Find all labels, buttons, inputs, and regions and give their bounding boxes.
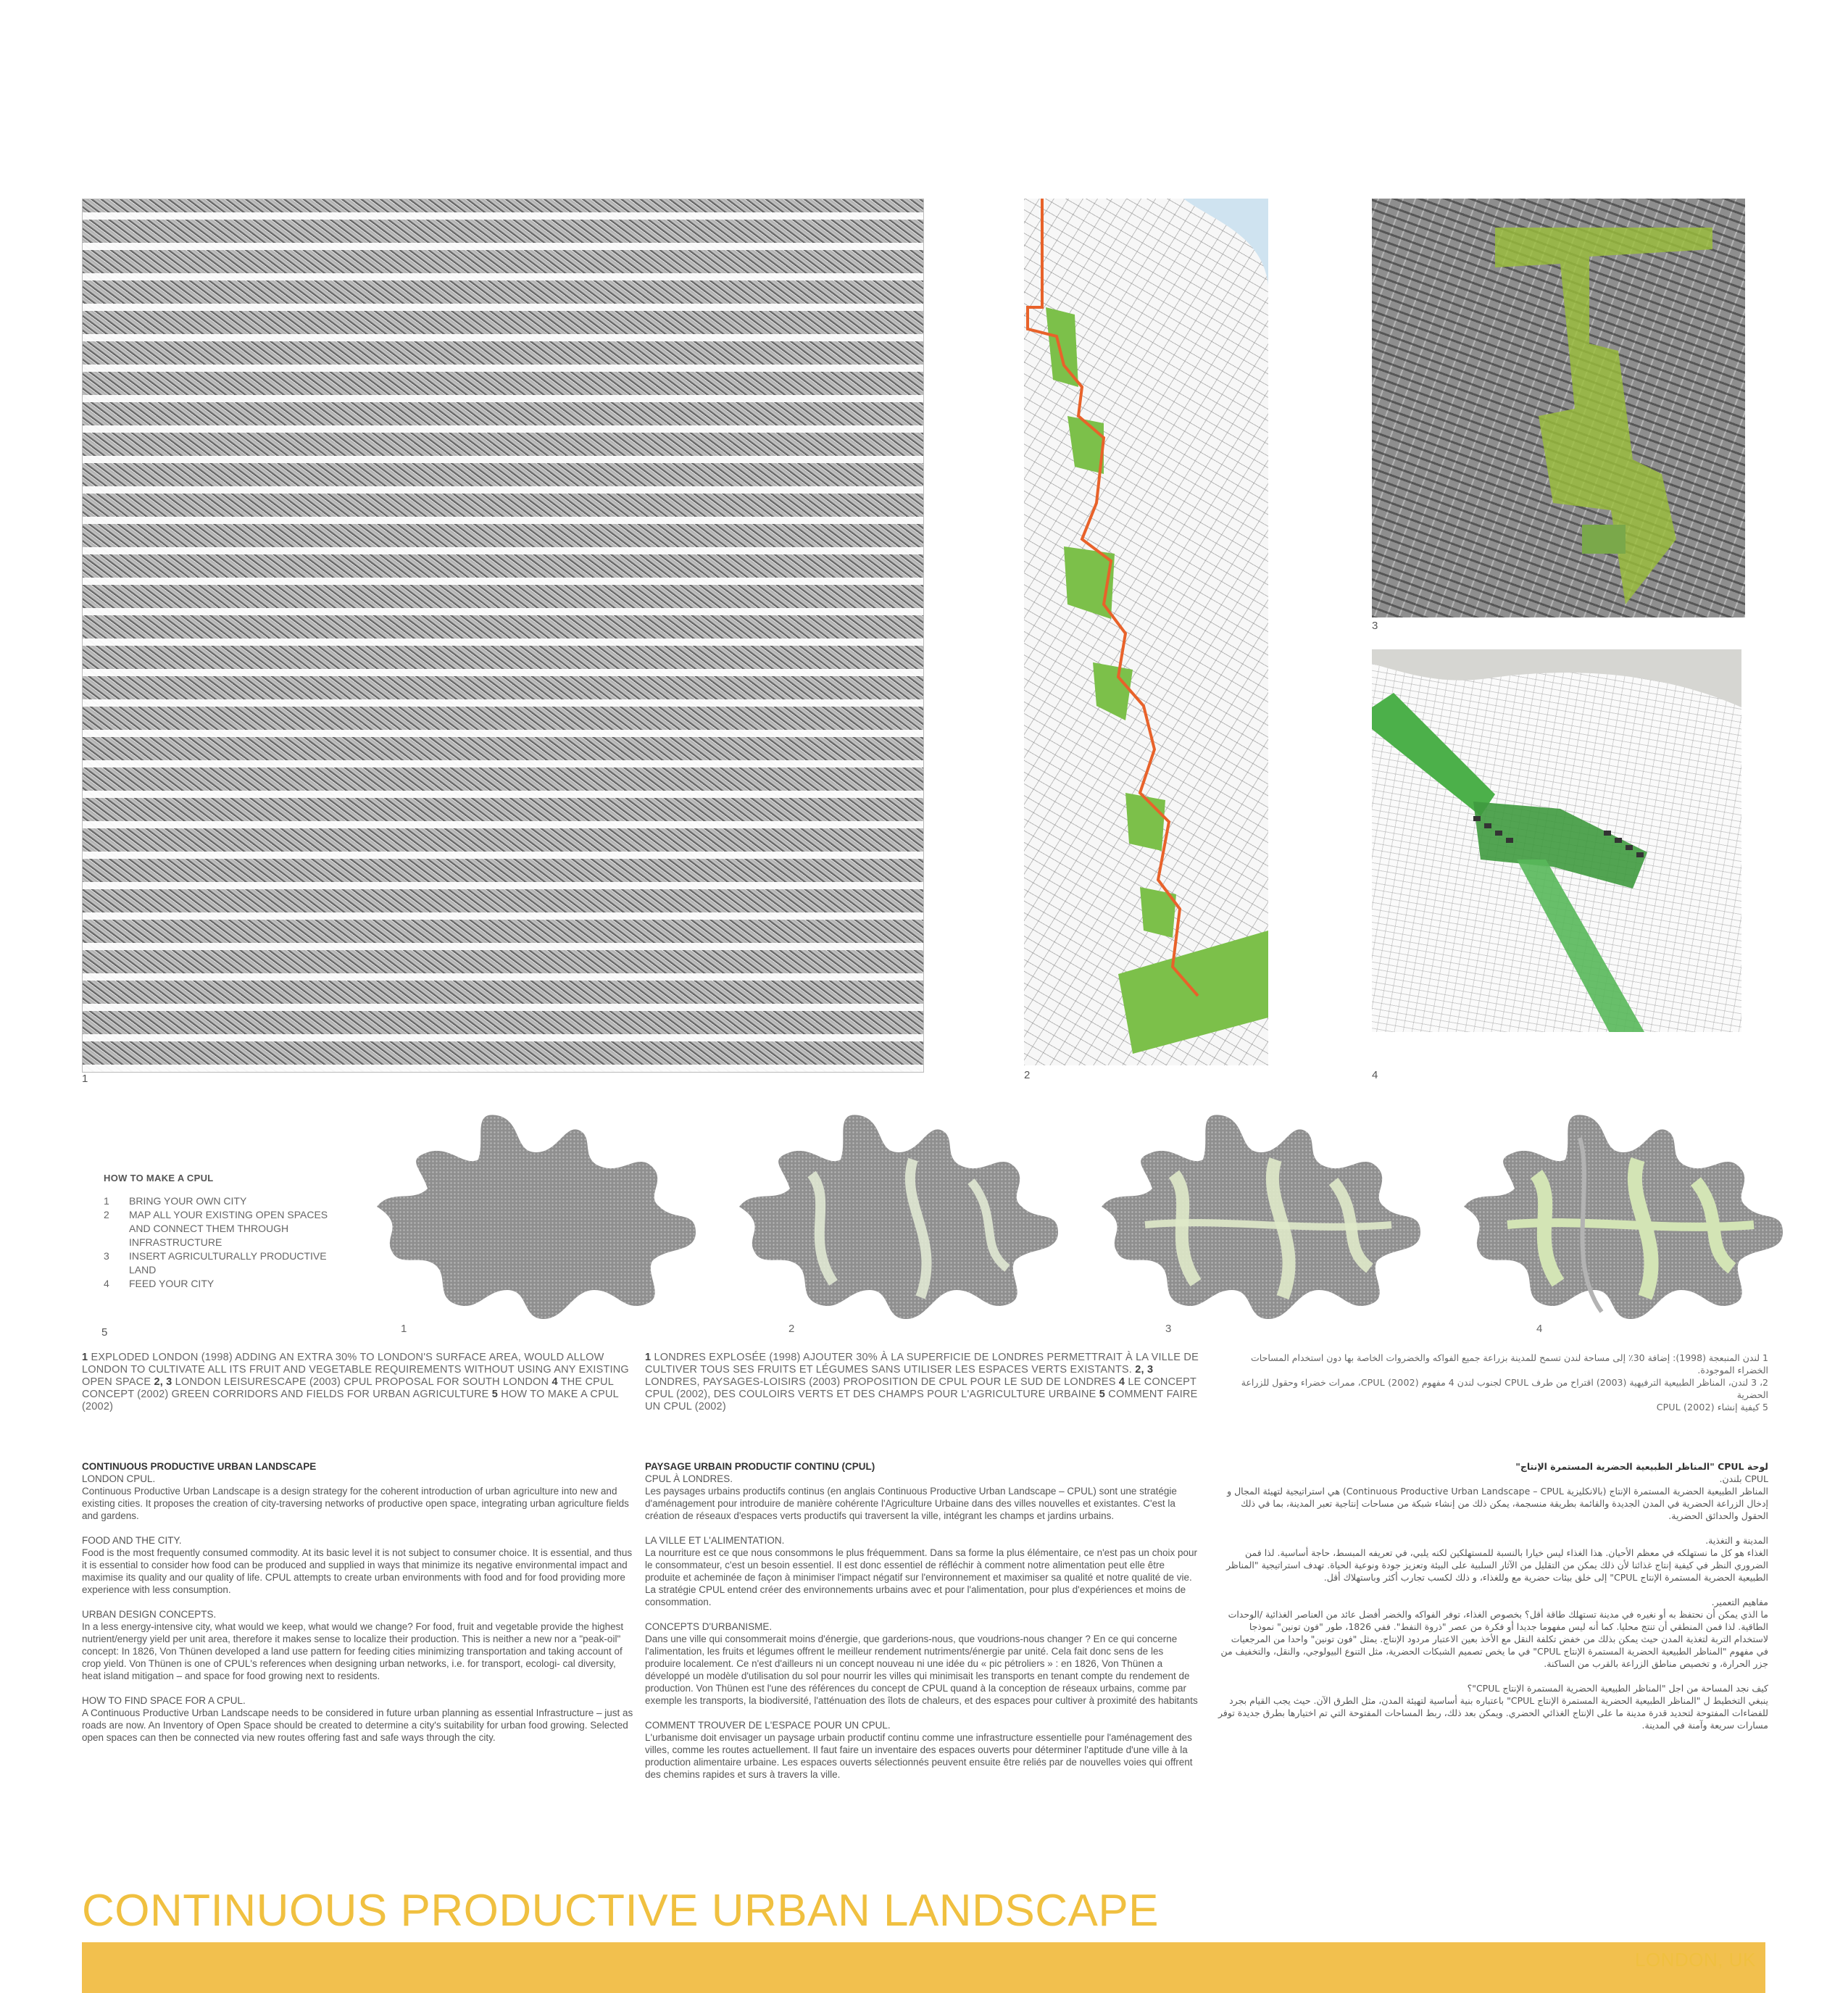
caption-number: 5 (1099, 1389, 1106, 1400)
aerial-photo (1372, 199, 1745, 617)
plan-legend (1372, 1032, 1741, 1068)
green-corridor (1473, 802, 1647, 889)
stage-label-2: 2 (788, 1323, 795, 1335)
section-heading: PAYSAGE URBAIN PRODUCTIF CONTINU (CPUL) (645, 1461, 875, 1472)
howto-item-text: MAP ALL YOUR EXISTING OPEN SPACES AND CONNECT THEM THROUGH INFRASTRUCTURE (129, 1209, 328, 1248)
caption-text: LONDRES, PAYSAGES-LOISIRS (2003) PROPOSITION DE CPUL POUR LE SUD DE LONDRES (645, 1376, 1116, 1388)
aerial-overlay (1372, 199, 1745, 617)
caption-number: 2, 3 (154, 1376, 172, 1388)
caption-number: 1 (82, 1352, 88, 1363)
body-text-en (82, 1460, 636, 1756)
poster-location: LONDON, UK (1635, 1949, 1756, 1971)
green-field (1067, 416, 1104, 474)
paragraph: الغذاء هو كل ما نستهلكه في معظم الأحيان. هذا الغذاء ليس خيارا بالنسبة للمستهلكين لكنه يلبي، في تعريفه المبسط، حاجة أساسية. لذا فمن الضروري النظر في كيفية إنتاج غذائنا لأن ذلك يمكن من التقليل من الآثار السلبية على البيئة وتعزيز جودة ونوعية الحياة. تهدف استراتيجية "المناظر الطبيعية الحضرية المستمرة الإنتاج CPUL" إلى خلق بيئات حضرية مع وللغذاء، و ذلك لكسب تجارب أكثر وباستهلاك أقل. (1225, 1547, 1768, 1583)
caption-text: EXPLODED LONDON (1998) ADDING AN EXTRA 30% TO LONDON'S SURFACE AREA, WOULD ALLOW LONDON TO CULTIVATE ALL ITS FRUIT AND VEGETABLE REQUIREMENTS WITHOUT USING ANY EXISTING OPEN SPACE (82, 1352, 629, 1388)
water-area (1372, 649, 1741, 707)
section-subheading: CONCEPTS D'URBANISME. (645, 1621, 773, 1632)
plan-overlay (1372, 649, 1741, 1068)
howto-item-text: BRING YOUR OWN CITY (129, 1195, 247, 1207)
cpul-concept-plan (1372, 649, 1741, 1068)
stage-label-1: 1 (401, 1323, 407, 1335)
paragraph: Continuous Productive Urban Landscape is a design strategy for the coherent introduction of urban agriculture into new and existing cities. It proposes the creation of city-traversing networks of productive open space, integrating urban agriculture fields and gardens. (82, 1486, 629, 1521)
figure-number-4: 4 (1372, 1069, 1378, 1081)
howto-item-number: 1 (104, 1195, 109, 1207)
howto-item-text: FEED YOUR CITY (129, 1278, 215, 1289)
caption-number: 5 (491, 1389, 499, 1400)
section-subheading: كيف نجد المساحة من اجل "المناظر الطبيعية الحضرية المستمرة الإنتاج CPUL"؟ (1467, 1683, 1768, 1694)
cpul-corridor-map (1024, 199, 1268, 1065)
howto-list (104, 1194, 350, 1291)
stage-label-3: 3 (1165, 1323, 1172, 1335)
paragraph: ينبغي التخطيط ل "المناظر الطبيعية الحضرية المستمرة الإنتاج CPUL" باعتباره بنية أساسية لتهيئة المدن، مثل الطرق الآن. حيث يجب القيام بجرد للفضاءات المفتوحة لتحديد قدرة مدينة ما على الإنتاج الغذائي الحضري. ويمكن بعد ذلك، ربط المساحات المفتوحة التي تم اختيارها بطرق جديدة توفر مسارات سريعة وآمنة في المدينة. (1218, 1695, 1768, 1731)
green-corridor (1507, 1223, 1754, 1227)
howto-item (104, 1277, 350, 1291)
figure-number-2: 2 (1024, 1069, 1031, 1081)
stage-blob-3 (1102, 1115, 1420, 1319)
green-field (1125, 793, 1165, 851)
caption-text: 2، 3 لندن، المناظر الطبيعية الترفيهية (2003) اقتراح من طرف CPUL لجنوب لندن 4 مفهوم CPUL (2002)، ممرات خضراء وحقول للزراعة الحضرية (1241, 1377, 1768, 1400)
figure-number-5: 5 (101, 1326, 108, 1339)
paragraph: Les paysages urbains productifs continus (en anglais Continuous Productive Urban Landscape – CPUL) sont une stratégie d'aménagement pour introduire de manière cohérente l'Agriculture Urbaine dans des villes nouvelles et existantes. C'est la création de réseaux d'espaces verts productifs qui traversent la ville, intégrant les champs et jardins urbains. (645, 1486, 1177, 1521)
green-field (1582, 525, 1626, 554)
paragraph: L'urbanisme doit envisager un paysage urbain productif continu comme une infrastructure essentielle pour l'aménagement des villes, comme les routes actuellement. Il faut faire un inventaire des espaces ouverts pour déterminer l'aptitude d'une ville à la production alimentaire urbaine. Les espaces ouverts sélectionnés peuvent ensuite être reliés par de nouvelles voies qui offrent des chemins rapides et surs à travers la ville. (645, 1732, 1193, 1780)
caption-en (82, 1352, 640, 1413)
poster-title: CONTINUOUS PRODUCTIVE URBAN LANDSCAPE (82, 1886, 1160, 1936)
section-subheading: LONDON CPUL. (82, 1473, 156, 1484)
caption-number: 2, 3 (1135, 1364, 1154, 1376)
paragraph: Food is the most frequently consumed commodity. At its basic level it is not subject to consumer choice. It is essential, and thus it is essential to consider how food can be produced and supplied in ways that minimize its negative environmental impact and maximise its quality and our quality of life. CPUL attempts to create urban environments with food and for food providing more experience with less consumption. (82, 1547, 633, 1595)
body-text-fr (645, 1460, 1199, 1793)
howto-item (104, 1208, 350, 1249)
river-shape (1183, 199, 1268, 286)
section-subheading: URBAN DESIGN CONCEPTS. (82, 1609, 217, 1620)
caption-text: LONDRES EXPLOSÉE (1998) AJOUTER 30% À LA SUPERFICIE DE LONDRES PERMETTRAIT À LA VILLE DE CULTIVER TOUS SES FRUITS ET LÉGUMES SANS UTILISER LES ESPACES VERTS EXISTANTS. (645, 1352, 1199, 1376)
howto-item (104, 1249, 350, 1277)
exploded-london-map (82, 199, 924, 1073)
howto-item-number: 4 (104, 1278, 109, 1289)
paragraph: ما الذي يمكن أن نحتفظ به أو نغيره في مدينة تستهلك طاقة أقل؟ بخصوص الغذاء، توفر الفواكه والخضر أفضل عائد من العناصر الغذائية /الوحدات الطاقية. لذا فمن المنطقي أن تنتج محليا. كما أنه ليس مفهوما جديدا أو فكرة من عصر "ذروة النفط". ففي 1826، طور "فون تونين" نموذجا لاستخدام التربة لتغذية المدن حيث يمكن بذلك من خفض تكلفة النقل مع الأخذ بعين الاعتبار مردود الإنتاج. يمثل "فون تونين" واحدا من المرجعيات في مفهوم "المناظر الطبيعية الحضرية المستمرة الإنتاج CPUL" في ما يخص تصميم الشبكات الحضرية، مثل التنوع البيولوجي، والنقل، والتخفيف من جزر الحرارة، و تخصيص مناطق الزراعة بالقرب من الساكنة. (1220, 1609, 1768, 1669)
green-field (1093, 662, 1133, 720)
howto-item-text: INSERT AGRICULTURALLY PRODUCTIVE LAND (129, 1250, 327, 1276)
corridor-overlay (1024, 199, 1268, 1065)
paragraph: In a less energy-intensive city, what would we keep, what would we change? For food, fruit and vegetable provide the highest nutrient/energy yield per unit area, therefore it makes sense to localize their production. This is neither a new nor a "peak-oil" concept: In 1826, Von Thünen developed a land use pattern for feeding cities minimizing transportation and taking account of crop yield. Von Thünen is one of CPUL's references when designing urban networks, i.e. for transport, ecologi- cal diversity, heat island mitigation – and space for food growing next to residents. (82, 1621, 624, 1681)
paragraph: Dans une ville qui consommerait moins d'énergie, que garderions-nous, que voudrions-nous changer ? En ce qui concerne l'alimentation, les fruits et légumes offrent le meilleur rendement nutriments/énergie par unité. Cela fait donc sens de les produire localement. Ce n'est d'ailleurs ni un concept nouveau ni une idée du « pic pétroliers » : en 1826, Von Thünen a développé un modèle d'utilisation du sol pour nourrir les villes qui minimisait les transports en tenant compte du rendement de production. Von Thünen est l'une des références du concept de CPUL quand à la conception de réseaux urbains, comme par exemple les transports, la biodiversité, l'atténuation des îlots de chaleurs, et des espaces pour cultiver à proximité des habitants (645, 1634, 1198, 1706)
caption-text: LONDON LEISURESCAPE (2003) CPUL PROPOSAL FOR SOUTH LONDON (175, 1376, 549, 1388)
section-subheading: المدينة و التغذية. (1705, 1535, 1768, 1546)
paragraph: المناظر الطبيعية الحضرية المستمرة الإنتاج (بالانكليزية Continuous Productive Urban Landscape – CPUL) هي استراتيجية لتهيئة المجال و إدخال الزراعة الحضرية في المدن الجديدة والقائمة بطريقة منسجمة، يمكن ذلك من إنشاء شبكة من مساحات إنتاجية تعبر المدينة، بما في ذلك الحقول والحدائق الحضرية. (1227, 1486, 1768, 1521)
section-subheading: COMMENT TROUVER DE L'ESPACE POUR UN CPUL. (645, 1720, 891, 1731)
caption-text: THE CPUL CONCEPT (2002) GREEN CORRIDORS AND FIELDS FOR URBAN AGRICULTURE (82, 1376, 614, 1400)
howto-item-number: 3 (104, 1250, 109, 1262)
caption-fr (645, 1352, 1203, 1413)
howto-item-number: 2 (104, 1209, 109, 1220)
paragraph: La nourriture est ce que nous consommons le plus fréquemment. Dans sa forme la plus élémentaire, ce n'est pas un choix pour le consommateur, c'est un besoin essentiel. Il est donc essentiel de réfléchir à comment notre alimentation peut elle être produite et acheminée de façon à minimiser l'impact négatif sur l'environnement et maximiser sa qualité et notre qualité de vie. La stratégie CPUL entend créer des environnements urbains avec et pour l'alimentation, pour plus d'expériences et moins de consommation. (645, 1547, 1197, 1607)
figure-number-3: 3 (1372, 620, 1378, 632)
footer-accent-bar (82, 1942, 1765, 1993)
section-subheading: مفاهيم التعمير. (1711, 1597, 1768, 1607)
section-heading: لوحة CPUL "المناظر الطبيعية الحضرية المستمرة الإنتاج" (1515, 1461, 1768, 1472)
caption-text: HOW TO MAKE A CPUL (2002) (82, 1389, 619, 1412)
paragraph: A Continuous Productive Urban Landscape needs to be considered in future urban planning as essential Infrastructure – just as roads are now. An Inventory of Open Space should be created to determine a city's suitability for urban food growing. Selected open spaces can then be connected via new routes offering fast and safe ways through the city. (82, 1707, 633, 1743)
stage-blob-4 (1464, 1115, 1783, 1319)
caption-text: 1 لندن المنبعجة (1998): إضافة 30٪ إلى مساحة لندن تسمح للمدينة بزراعة جميع الفواكه والخضروات الخاصة بها دون استخدام المساحات الخضراء الموجودة. (1251, 1352, 1768, 1376)
howto-title: HOW TO MAKE A CPUL (104, 1173, 214, 1183)
section-heading: CONTINUOUS PRODUCTIVE URBAN LANDSCAPE (82, 1461, 317, 1472)
stage-label-4: 4 (1536, 1323, 1543, 1335)
section-subheading: CPUL À LONDRES. (645, 1473, 733, 1484)
caption-number: 4 (552, 1376, 558, 1388)
stage-blob-1 (377, 1115, 696, 1319)
green-corridor (1145, 1223, 1391, 1227)
section-subheading: LA VILLE ET L'ALIMENTATION. (645, 1535, 785, 1546)
caption-text: COMMENT FAIRE UN CPUL (2002) (645, 1389, 1198, 1412)
stage-blob-2 (739, 1115, 1058, 1319)
section-subheading: HOW TO FIND SPACE FOR A CPUL. (82, 1695, 246, 1706)
caption-text: LE CONCEPT CPUL (2002), DES COULOIRS VERTS ET DES CHAMPS POUR L'AGRICULTURE URBAINE (645, 1376, 1196, 1400)
green-corridor (1372, 693, 1495, 816)
figure-number-1: 1 (82, 1073, 88, 1085)
caption-number: 1 (645, 1352, 652, 1363)
caption-text: 5 كيفية إنشاء CPUL (2002) (1656, 1402, 1768, 1412)
body-text-ar (1218, 1460, 1768, 1744)
caption-ar (1218, 1352, 1768, 1413)
howto-item (104, 1194, 350, 1208)
caption-number: 4 (1118, 1376, 1125, 1388)
section-subheading: FOOD AND THE CITY. (82, 1535, 182, 1546)
section-subheading: CPUL بلندن. (1719, 1473, 1768, 1484)
cpul-stages-diagram (362, 1080, 1783, 1333)
